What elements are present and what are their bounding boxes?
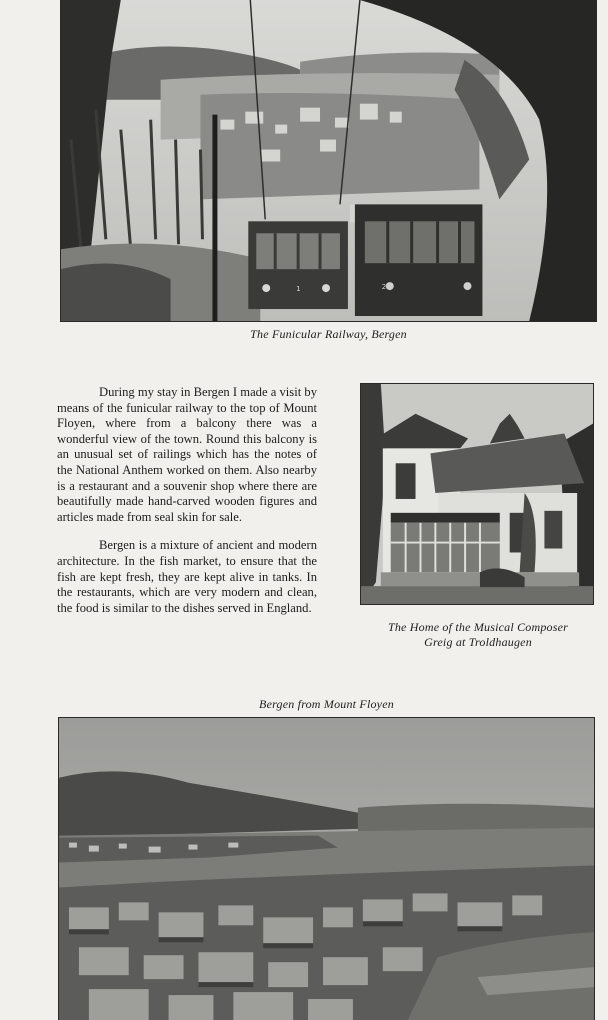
funicular-railway-illustration (61, 0, 596, 321)
bergen-view-photo (58, 717, 595, 1020)
article-paragraph-2: Bergen is a mixture of ancient and modern architecture. In the fish market, to ensure that the fish are kept fresh, they are kept alive in tanks. In the restaurants, which are very modern and clean, the food is similar to the dishes served in England. (57, 538, 317, 615)
article-text (57, 385, 317, 629)
car-number-1: 1 (296, 285, 301, 294)
greig-home-caption-line-1: The Home of the Musical Composer (387, 620, 569, 634)
bergen-view-caption: Bergen from Mount Floyen (259, 697, 394, 711)
funicular-railway-photo (60, 0, 597, 322)
car-number-2: 2 (381, 283, 387, 292)
greig-home-caption-line-2: Greig at Troldhaugen (424, 635, 532, 649)
bergen-view-illustration (59, 718, 594, 1020)
greig-home-photo (360, 383, 594, 605)
greig-home-illustration (361, 384, 593, 604)
funicular-railway-caption: The Funicular Railway, Bergen (250, 327, 407, 341)
greig-home-caption (355, 620, 601, 650)
article-paragraph-1: During my stay in Bergen I made a visit by means of the funicular railway to the top of Mount Floyen, where from a balcony there was a wonderful view of the town. Round this balcony is an unusual set of railings which has the notes of the National Anthem worked on them. Also nearby is a restaurant and a souvenir shop where there are beautifully made hand-carved wooden figures and articles made from seal skin for sale. (57, 385, 317, 524)
